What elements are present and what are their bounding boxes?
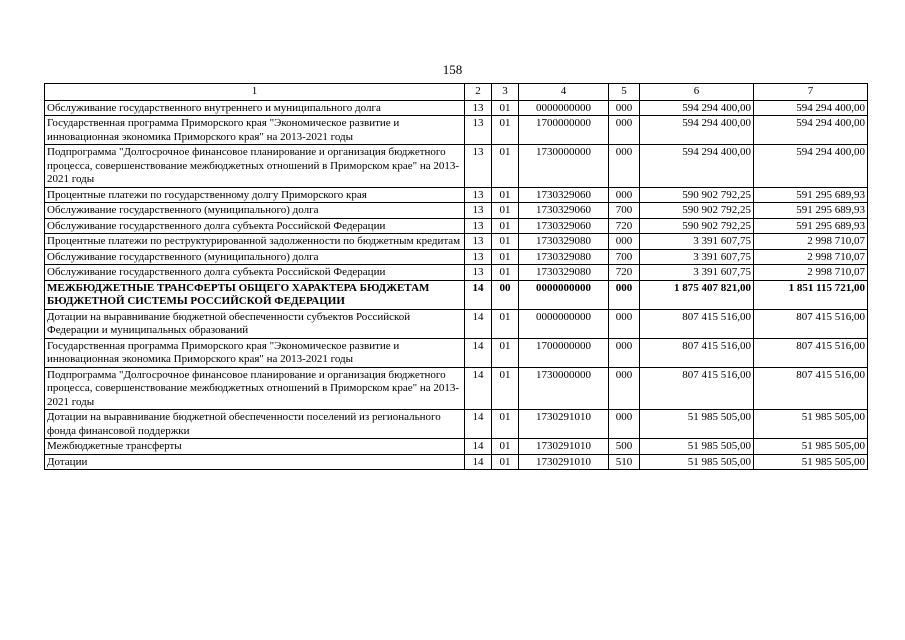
cell-subsection: 01 (492, 100, 519, 116)
cell-name: Обслуживание государственного долга субъекта Российской Федерации (45, 218, 465, 234)
header-col-5: 5 (609, 84, 640, 101)
cell-amount-year-2: 2 998 710,07 (754, 249, 868, 265)
cell-name: Дотации на выравнивание бюджетной обеспеченности субъектов Российской Федерации и муниципальных образований (45, 309, 465, 338)
cell-target-article: 1730329060 (519, 218, 609, 234)
header-col-2: 2 (465, 84, 492, 101)
cell-amount-year-1: 594 294 400,00 (640, 100, 754, 116)
cell-amount-year-1: 590 902 792,25 (640, 203, 754, 219)
cell-amount-year-2: 51 985 505,00 (754, 454, 868, 470)
cell-expense-type: 700 (609, 249, 640, 265)
cell-section: 14 (465, 280, 492, 309)
cell-subsection: 01 (492, 145, 519, 188)
cell-expense-type: 000 (609, 234, 640, 250)
cell-section: 13 (465, 249, 492, 265)
cell-name: Обслуживание государственного (муниципального) долга (45, 203, 465, 219)
cell-name: Дотации на выравнивание бюджетной обеспеченности поселений из регионального фонда финансовой поддержки (45, 410, 465, 439)
budget-table (44, 83, 868, 470)
cell-subsection: 01 (492, 338, 519, 367)
cell-section: 14 (465, 367, 492, 410)
table-row (45, 410, 868, 439)
cell-name: Межбюджетные трансферты (45, 439, 465, 455)
cell-target-article: 1730000000 (519, 145, 609, 188)
cell-target-article: 1730291010 (519, 439, 609, 455)
cell-amount-year-1: 3 391 607,75 (640, 249, 754, 265)
table-row (45, 338, 868, 367)
cell-target-article: 1730329060 (519, 187, 609, 203)
cell-target-article: 1730329080 (519, 265, 609, 281)
cell-target-article: 1700000000 (519, 116, 609, 145)
cell-amount-year-2: 51 985 505,00 (754, 410, 868, 439)
cell-name: Государственная программа Приморского края "Экономическое развитие и инновационная экономика Приморского края" на 2013-2021 годы (45, 116, 465, 145)
cell-target-article: 1730291010 (519, 454, 609, 470)
cell-subsection: 01 (492, 234, 519, 250)
cell-expense-type: 700 (609, 203, 640, 219)
cell-subsection: 01 (492, 116, 519, 145)
cell-expense-type: 000 (609, 116, 640, 145)
table-body (45, 100, 868, 470)
page-number: 158 (442, 62, 463, 77)
cell-section: 13 (465, 100, 492, 116)
cell-subsection: 01 (492, 367, 519, 410)
cell-subsection: 01 (492, 187, 519, 203)
cell-section: 14 (465, 338, 492, 367)
cell-name: Обслуживание государственного (муниципального) долга (45, 249, 465, 265)
cell-amount-year-1: 51 985 505,00 (640, 410, 754, 439)
cell-name: МЕЖБЮДЖЕТНЫЕ ТРАНСФЕРТЫ ОБЩЕГО ХАРАКТЕРА БЮДЖЕТАМ БЮДЖЕТНОЙ СИСТЕМЫ РОССИЙСКОЙ ФЕДЕРАЦИИ (45, 280, 465, 309)
cell-name: Подпрограмма "Долгосрочное финансовое планирование и организация бюджетного процесса, совершенствование межбюджетных отношений в Приморском крае" на 2013-2021 годы (45, 145, 465, 188)
cell-subsection: 01 (492, 203, 519, 219)
cell-amount-year-1: 3 391 607,75 (640, 234, 754, 250)
cell-amount-year-2: 2 998 710,07 (754, 265, 868, 281)
cell-amount-year-1: 594 294 400,00 (640, 145, 754, 188)
cell-section: 14 (465, 410, 492, 439)
table-row (45, 234, 868, 250)
cell-name: Дотации (45, 454, 465, 470)
cell-expense-type: 000 (609, 100, 640, 116)
cell-amount-year-2: 807 415 516,00 (754, 338, 868, 367)
table-row (45, 265, 868, 281)
cell-section: 13 (465, 187, 492, 203)
cell-expense-type: 000 (609, 367, 640, 410)
cell-expense-type: 500 (609, 439, 640, 455)
cell-amount-year-2: 594 294 400,00 (754, 145, 868, 188)
cell-target-article: 1730329060 (519, 203, 609, 219)
cell-amount-year-1: 807 415 516,00 (640, 367, 754, 410)
cell-amount-year-1: 51 985 505,00 (640, 439, 754, 455)
cell-amount-year-1: 590 902 792,25 (640, 187, 754, 203)
cell-expense-type: 000 (609, 410, 640, 439)
cell-name: Процентные платежи по государственному долгу Приморского края (45, 187, 465, 203)
cell-expense-type: 000 (609, 280, 640, 309)
cell-expense-type: 000 (609, 187, 640, 203)
cell-amount-year-2: 51 985 505,00 (754, 439, 868, 455)
cell-subsection: 01 (492, 439, 519, 455)
table-row (45, 309, 868, 338)
cell-amount-year-1: 3 391 607,75 (640, 265, 754, 281)
cell-section: 13 (465, 203, 492, 219)
cell-name: Обслуживание государственного долга субъекта Российской Федерации (45, 265, 465, 281)
cell-subsection: 00 (492, 280, 519, 309)
cell-target-article: 0000000000 (519, 280, 609, 309)
cell-amount-year-2: 807 415 516,00 (754, 367, 868, 410)
cell-amount-year-2: 591 295 689,93 (754, 218, 868, 234)
cell-expense-type: 000 (609, 309, 640, 338)
cell-section: 13 (465, 265, 492, 281)
cell-subsection: 01 (492, 454, 519, 470)
table-row (45, 218, 868, 234)
cell-expense-type: 000 (609, 338, 640, 367)
header-row (45, 84, 868, 101)
cell-target-article: 0000000000 (519, 100, 609, 116)
cell-subsection: 01 (492, 309, 519, 338)
header-col-7: 7 (754, 84, 868, 101)
table-row (45, 100, 868, 116)
cell-amount-year-1: 590 902 792,25 (640, 218, 754, 234)
cell-amount-year-1: 51 985 505,00 (640, 454, 754, 470)
table-row (45, 249, 868, 265)
cell-target-article: 1700000000 (519, 338, 609, 367)
cell-name: Государственная программа Приморского края "Экономическое развитие и инновационная экономика Приморского края" на 2013-2021 годы (45, 338, 465, 367)
cell-section: 14 (465, 454, 492, 470)
cell-section: 13 (465, 145, 492, 188)
cell-expense-type: 510 (609, 454, 640, 470)
header-col-3: 3 (492, 84, 519, 101)
cell-expense-type: 720 (609, 218, 640, 234)
table-row (45, 454, 868, 470)
cell-amount-year-1: 1 875 407 821,00 (640, 280, 754, 309)
table-row (45, 280, 868, 309)
cell-amount-year-1: 594 294 400,00 (640, 116, 754, 145)
cell-section: 13 (465, 116, 492, 145)
cell-name: Обслуживание государственного внутреннего и муниципального долга (45, 100, 465, 116)
header-col-4: 4 (519, 84, 609, 101)
cell-amount-year-2: 2 998 710,07 (754, 234, 868, 250)
cell-expense-type: 000 (609, 145, 640, 188)
cell-target-article: 1730329080 (519, 234, 609, 250)
cell-amount-year-2: 591 295 689,93 (754, 203, 868, 219)
cell-subsection: 01 (492, 249, 519, 265)
cell-target-article: 1730329080 (519, 249, 609, 265)
header-col-6: 6 (640, 84, 754, 101)
cell-section: 14 (465, 309, 492, 338)
cell-amount-year-1: 807 415 516,00 (640, 309, 754, 338)
cell-section: 14 (465, 439, 492, 455)
cell-section: 13 (465, 218, 492, 234)
cell-expense-type: 720 (609, 265, 640, 281)
cell-amount-year-2: 1 851 115 721,00 (754, 280, 868, 309)
table-row (45, 145, 868, 188)
cell-target-article: 1730291010 (519, 410, 609, 439)
cell-subsection: 01 (492, 265, 519, 281)
cell-target-article: 0000000000 (519, 309, 609, 338)
cell-amount-year-2: 807 415 516,00 (754, 309, 868, 338)
table-row (45, 439, 868, 455)
cell-amount-year-2: 594 294 400,00 (754, 100, 868, 116)
table-row (45, 367, 868, 410)
cell-amount-year-2: 594 294 400,00 (754, 116, 868, 145)
cell-section: 13 (465, 234, 492, 250)
cell-subsection: 01 (492, 218, 519, 234)
cell-name: Процентные платежи по реструктурированной задолженности по бюджетным кредитам (45, 234, 465, 250)
table-row (45, 187, 868, 203)
cell-target-article: 1730000000 (519, 367, 609, 410)
header-col-1: 1 (45, 84, 465, 101)
cell-subsection: 01 (492, 410, 519, 439)
cell-amount-year-1: 807 415 516,00 (640, 338, 754, 367)
table-row (45, 116, 868, 145)
cell-amount-year-2: 591 295 689,93 (754, 187, 868, 203)
table-row (45, 203, 868, 219)
cell-name: Подпрограмма "Долгосрочное финансовое планирование и организация бюджетного процесса, совершенствование межбюджетных отношений в Приморском крае" на 2013-2021 годы (45, 367, 465, 410)
